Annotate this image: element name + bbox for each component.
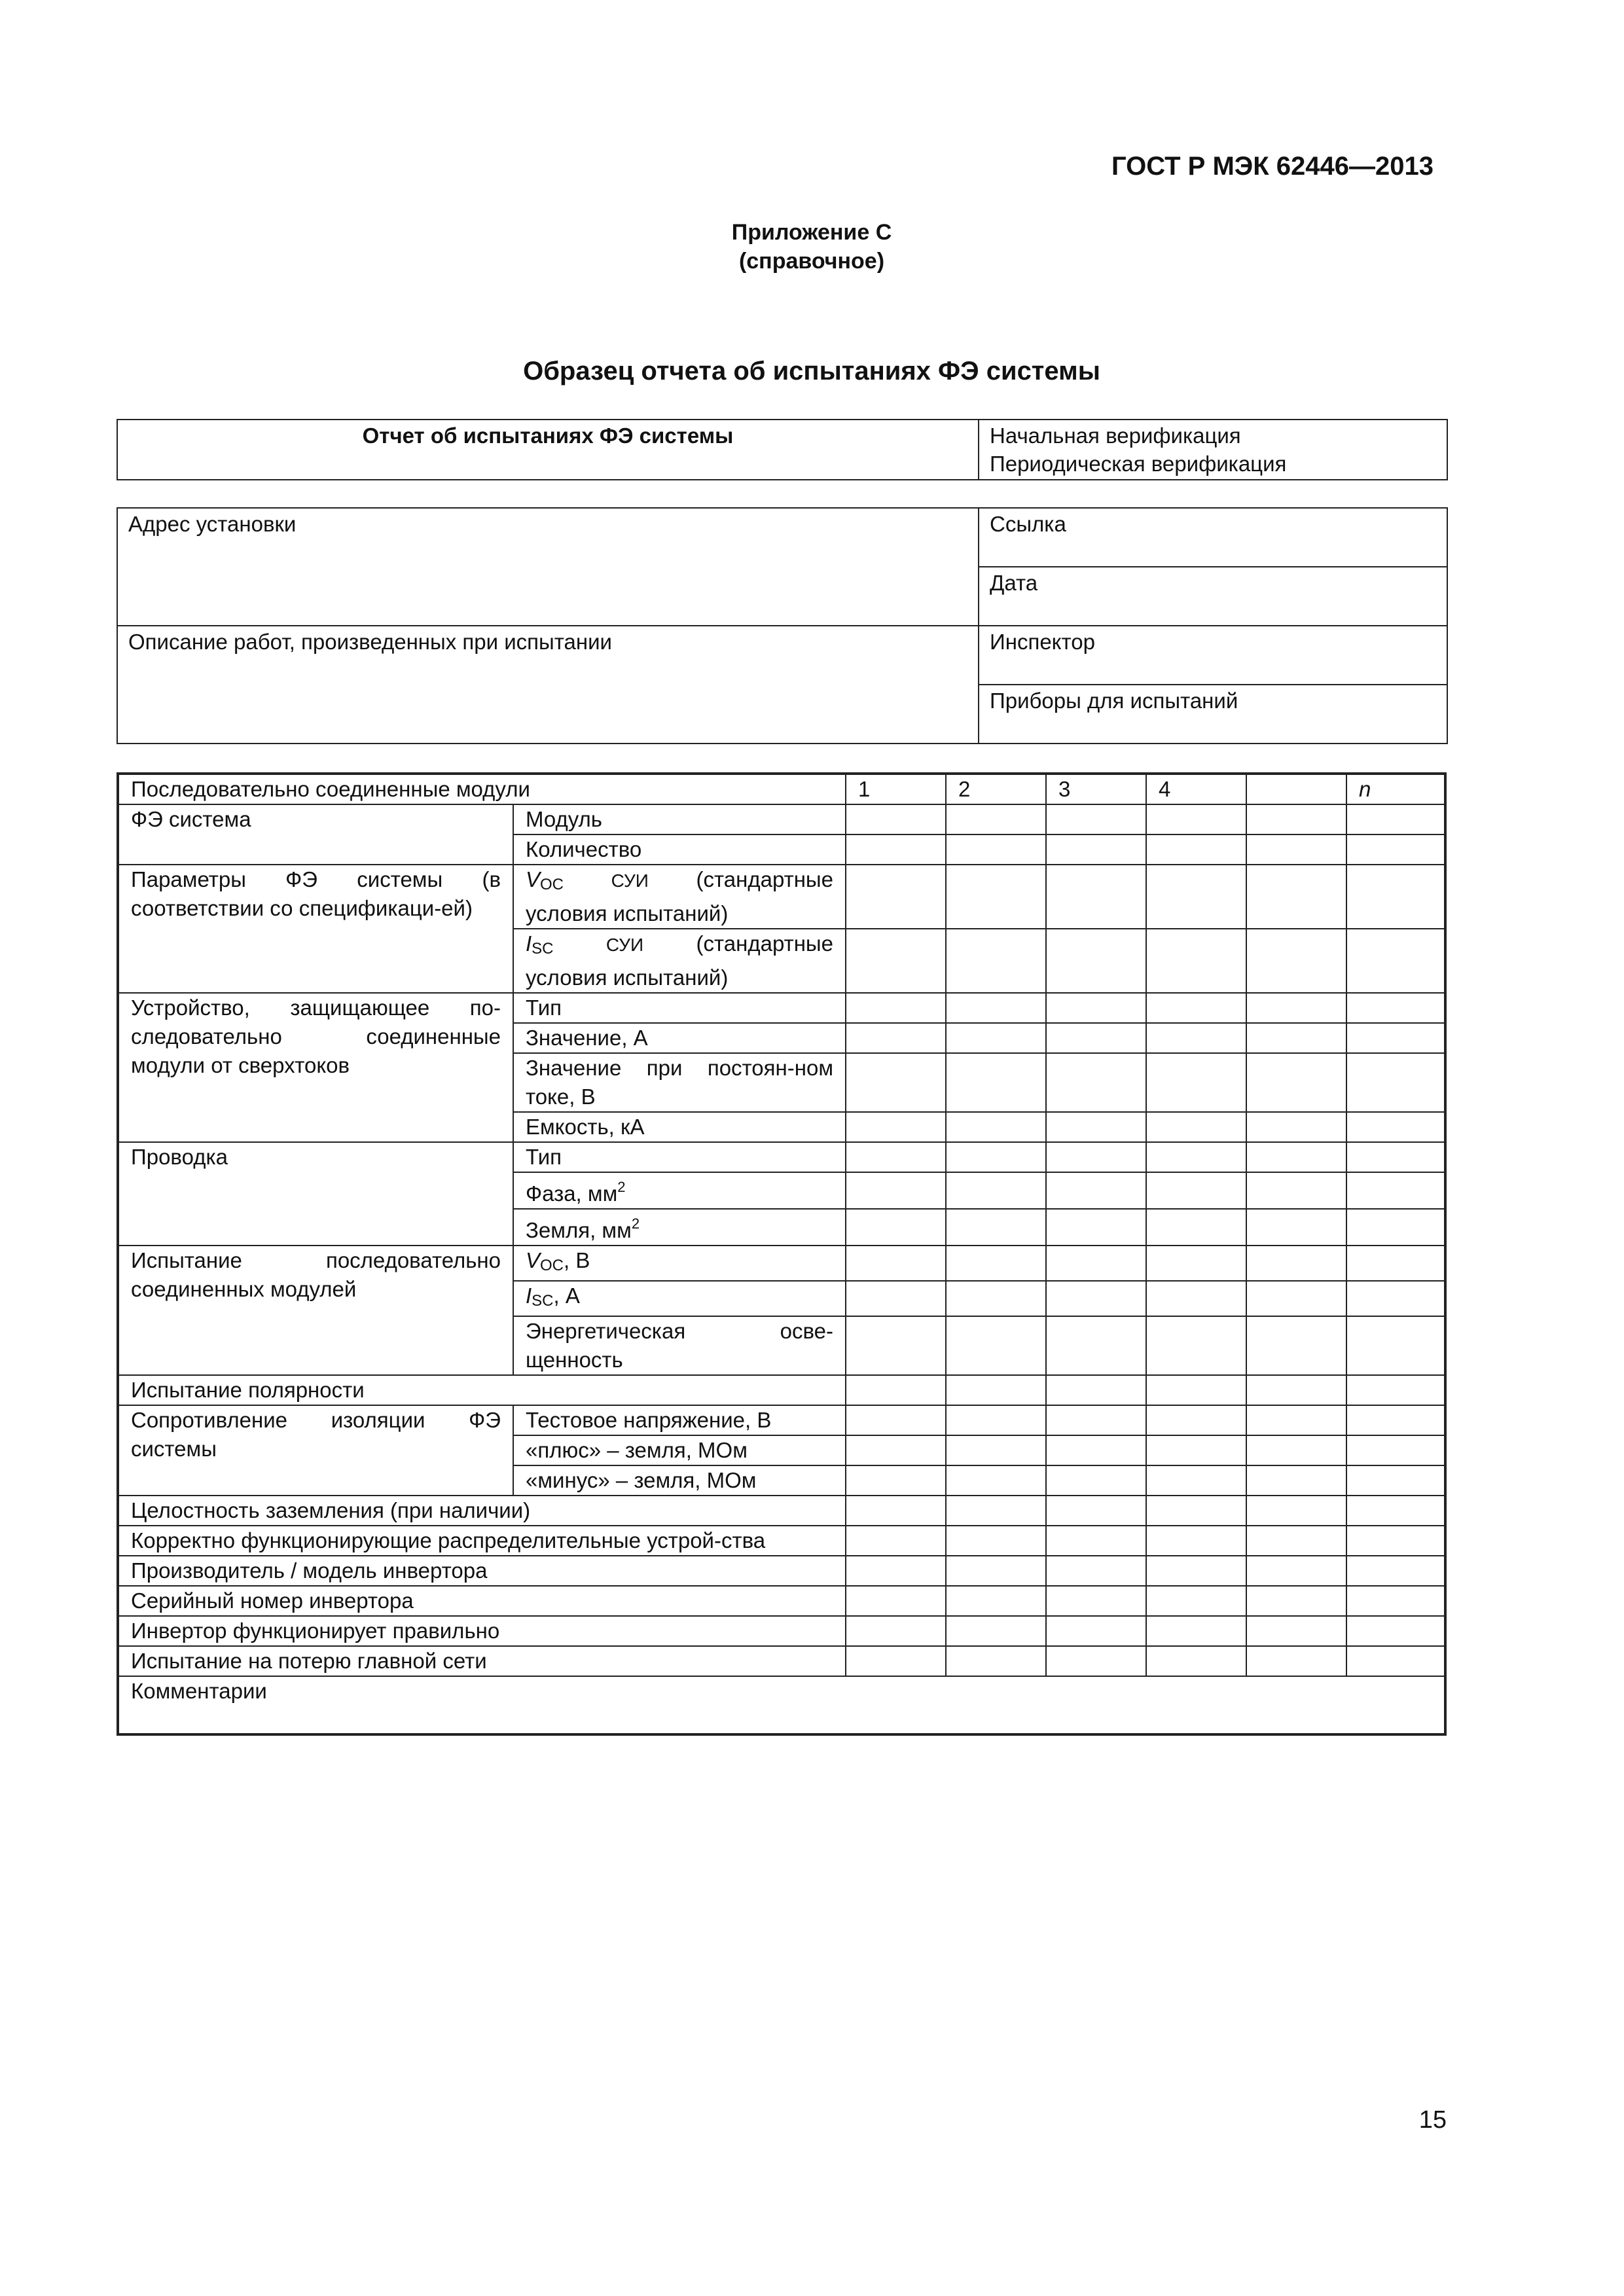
column-header: 3: [1046, 774, 1146, 804]
column-header: 2: [946, 774, 1046, 804]
module-label: Модуль: [513, 804, 846, 834]
voc-symbol: V: [526, 1248, 541, 1272]
table-row: [118, 1405, 1445, 1435]
test-results-table: [117, 772, 1447, 1736]
wiring-phase: [513, 1172, 846, 1209]
table-row: [118, 865, 1445, 929]
inspector-cell: Инспектор: [979, 626, 1447, 685]
table-row: [118, 1375, 1445, 1405]
column-header: 4: [1146, 774, 1246, 804]
protection-label: Устройство, защищающее по-следовательно соединенные модули от сверхтоков: [118, 993, 513, 1142]
isc-symbol: I: [526, 931, 532, 956]
earth-continuity-label: Целостность заземления (при наличии): [118, 1496, 846, 1526]
periodic-verification: Периодическая верификация: [990, 452, 1287, 476]
mains-loss-label: Испытание на потерю главной сети: [118, 1646, 846, 1676]
wiring-ground: [513, 1209, 846, 1246]
inverter-model-label: Производитель / модель инвертора: [118, 1556, 846, 1586]
table-row: [118, 1246, 1445, 1281]
minus-ground-label: «минус» – земля, МОм: [513, 1465, 846, 1496]
phase-text: Фаза, мм: [526, 1181, 618, 1206]
isc-stc-label: [513, 929, 846, 993]
instruments-cell: Приборы для испытаний: [979, 685, 1447, 744]
polarity-label: Испытание полярности: [118, 1375, 846, 1405]
voc-stc-abbr: СУИ: [611, 870, 649, 891]
page-number: 15: [1418, 2106, 1447, 2134]
comments-cell: Комментарии: [118, 1676, 1445, 1734]
protection-type: Тип: [513, 993, 846, 1023]
voc-subscript: OC: [540, 876, 564, 893]
standard-number: ГОСТ Р МЭК 62446—2013: [1111, 152, 1434, 181]
description-cell: Описание работ, произведенных при испытании: [117, 626, 979, 744]
pv-system-label: ФЭ система: [118, 804, 513, 865]
voc-symbol: V: [526, 867, 541, 891]
string-voc: [513, 1246, 846, 1281]
ground-superscript: 2: [631, 1215, 640, 1232]
protection-value-a: Значение, А: [513, 1023, 846, 1053]
table-row: [118, 1646, 1445, 1676]
column-header: n: [1346, 774, 1445, 804]
reference-cell: Ссылка: [979, 508, 1447, 567]
phase-superscript: 2: [617, 1179, 626, 1195]
isc-unit: , А: [553, 1283, 580, 1308]
column-header: 1: [846, 774, 946, 804]
string-test-label: Испытание последовательно соединенных модулей: [118, 1246, 513, 1375]
protection-capacity: Емкость, кА: [513, 1112, 846, 1142]
pv-params-label: Параметры ФЭ системы (в соответствии со спецификаци-ей): [118, 865, 513, 993]
date-cell: Дата: [979, 567, 1447, 626]
report-header-table: [117, 419, 1448, 480]
initial-verification: Начальная верификация: [990, 423, 1241, 448]
test-voltage-label: Тестовое напряжение, В: [513, 1405, 846, 1435]
isc-subscript: SC: [532, 1292, 554, 1310]
ground-text: Земля, мм: [526, 1218, 632, 1242]
isc-symbol: I: [526, 1283, 532, 1308]
table-row: [118, 1496, 1445, 1526]
plus-ground-label: «плюс» – земля, МОм: [513, 1435, 846, 1465]
table-row: [118, 1676, 1445, 1734]
report-title-cell: Отчет об испытаниях ФЭ системы: [117, 420, 979, 480]
table-row: [118, 1586, 1445, 1616]
irradiance-label: Энергетическая осве-щенность: [513, 1316, 846, 1375]
string-isc: [513, 1281, 846, 1316]
insulation-label: Сопротивление изоляции ФЭ системы: [118, 1405, 513, 1496]
annex-label: Приложение С: [731, 220, 892, 245]
address-cell: Адрес установки: [117, 508, 979, 626]
quantity-label: Количество: [513, 834, 846, 865]
annex-type: (справочное): [738, 249, 885, 274]
voc-subscript: OC: [540, 1257, 564, 1274]
installation-info-table: [117, 507, 1448, 744]
isc-stc-text: (стандартные условия испытаний): [526, 931, 833, 990]
table-row: [118, 1616, 1445, 1646]
page-title: Образец отчета об испытаниях ФЭ системы: [523, 357, 1100, 386]
wiring-type: Тип: [513, 1142, 846, 1172]
voc-stc-label: [513, 865, 846, 929]
column-header: [1246, 774, 1346, 804]
voc-unit: , В: [564, 1248, 590, 1272]
wiring-label: Проводка: [118, 1142, 513, 1246]
inverter-ok-label: Инвертор функционирует правильно: [118, 1616, 846, 1646]
inverter-serial-label: Серийный номер инвертора: [118, 1586, 846, 1616]
table-row: [118, 774, 1445, 804]
table-row: [118, 804, 1445, 834]
isc-subscript: SC: [532, 940, 554, 958]
series-header: Последовательно соединенные модули: [118, 774, 846, 804]
table-row: [118, 1142, 1445, 1172]
switchgear-label: Корректно функционирующие распределительные устрой-ства: [118, 1526, 846, 1556]
table-row: [118, 993, 1445, 1023]
isc-stc-abbr: СУИ: [605, 935, 644, 955]
verification-type-cell: [979, 420, 1447, 480]
voc-stc-text: (стандартные условия испытаний): [526, 867, 833, 925]
annex-heading: [550, 218, 1074, 276]
table-row: [118, 1556, 1445, 1586]
protection-value-dc: Значение при постоян-ном токе, В: [513, 1053, 846, 1112]
table-row: [118, 1526, 1445, 1556]
